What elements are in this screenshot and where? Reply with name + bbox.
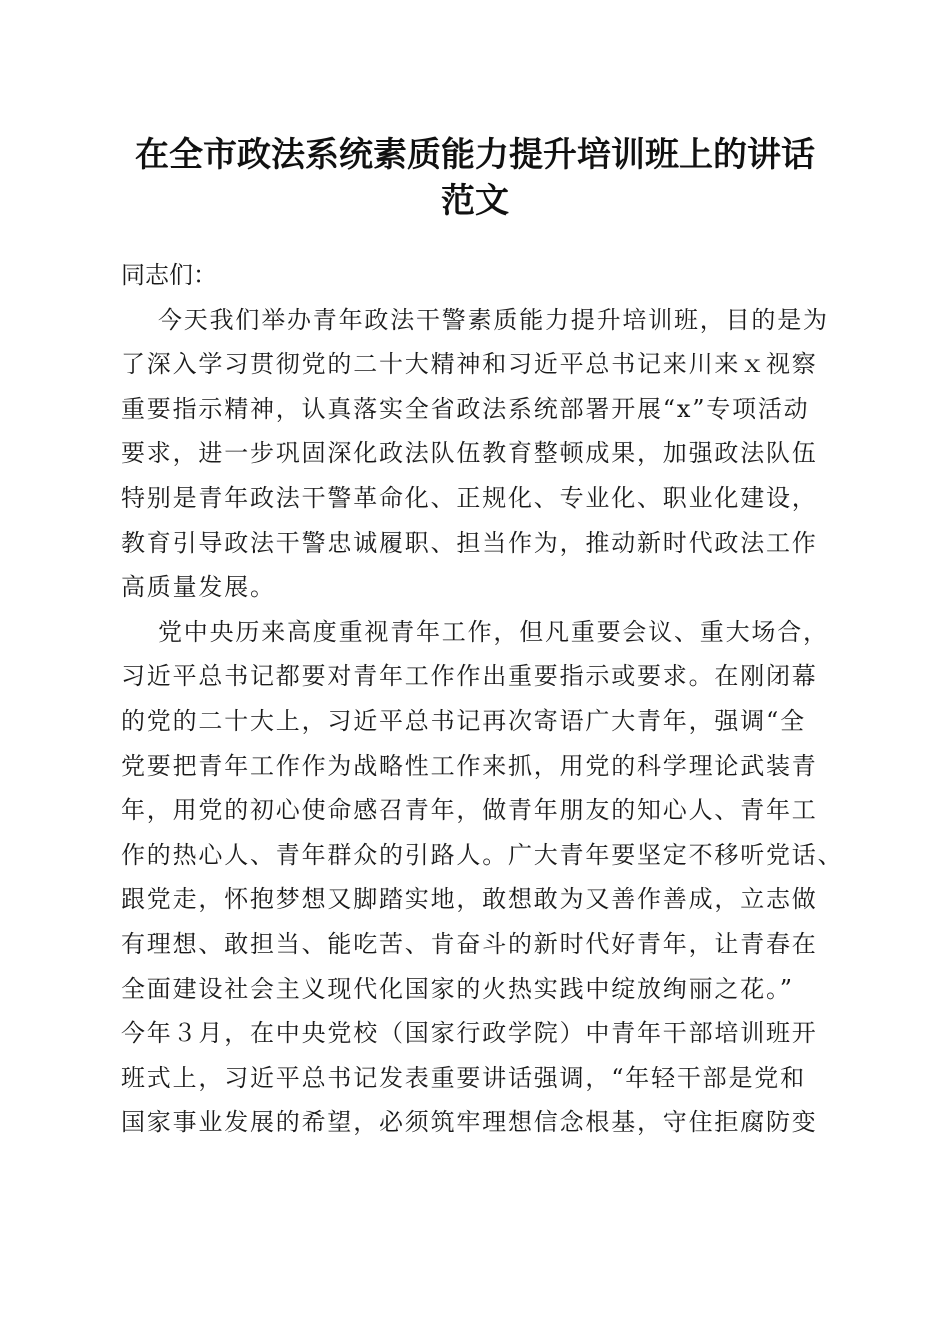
paragraph-line: 了深入学习贯彻党的二十大精神和习近平总书记来川来ｘ视察 bbox=[121, 350, 818, 379]
paragraph-line: 教育引导政法干警忠诚履职、担当作为，推动新时代政法工作 bbox=[121, 528, 818, 557]
paragraph bbox=[121, 610, 844, 1145]
paragraph-line: 国家事业发展的希望，必须筑牢理想信念根基，守住拒腐防变 bbox=[121, 1108, 818, 1137]
paragraph-line: 全面建设社会主义现代化国家的火热实践中绽放绚丽之花。” bbox=[121, 974, 794, 1003]
paragraph-line: 今年３月，在中央党校（国家行政学院）中青年干部培训班开 bbox=[121, 1019, 818, 1048]
document-body bbox=[121, 253, 844, 1145]
paragraph-line: 重要指示精神，认真落实全省政法系统部署开展“x”专项活动 bbox=[121, 394, 810, 423]
paragraph-line: 班式上，习近平总书记发表重要讲话强调，“年轻干部是党和 bbox=[121, 1063, 806, 1092]
paragraph-line: 年，用党的初心使命感召青年，做青年朋友的知心人、青年工 bbox=[121, 796, 818, 825]
paragraph-line: 今天我们举办青年政法干警素质能力提升培训班，目的是为 bbox=[158, 305, 829, 334]
paragraph-line: 有理想、敢担当、能吃苦、肯奋斗的新时代好青年，让青春在 bbox=[121, 929, 818, 958]
title-line: 在全市政法系统素质能力提升培训班上的讲话 bbox=[135, 135, 815, 175]
paragraph-line: 作的热心人、青年群众的引路人。广大青年要坚定不移听党话、 bbox=[121, 840, 844, 869]
paragraph-line: 要求，进一步巩固深化政法队伍教育整顿成果，加强政法队伍 bbox=[121, 439, 818, 468]
paragraph-line: 党中央历来高度重视青年工作，但凡重要会议、重大场合， bbox=[158, 617, 829, 646]
paragraph-line: 高质量发展。 bbox=[121, 573, 276, 602]
paragraph bbox=[121, 298, 831, 610]
paragraph-line: 特别是青年政法干警革命化、正规化、专业化、职业化建设， bbox=[121, 483, 818, 512]
document-title bbox=[100, 132, 850, 224]
paragraph-line: 党要把青年工作作为战略性工作来抓，用党的科学理论武装青 bbox=[121, 751, 818, 780]
paragraph-line: 的党的二十大上，习近平总书记再次寄语广大青年，强调“全 bbox=[121, 706, 806, 735]
salutation: 同志们： bbox=[121, 261, 217, 289]
paragraph-line: 跟党走，怀抱梦想又脚踏实地，敢想敢为又善作善成，立志做 bbox=[121, 885, 818, 914]
title-line: 范文 bbox=[441, 181, 509, 221]
paragraph-line: 习近平总书记都要对青年工作作出重要指示或要求。在刚闭幕 bbox=[121, 662, 818, 691]
